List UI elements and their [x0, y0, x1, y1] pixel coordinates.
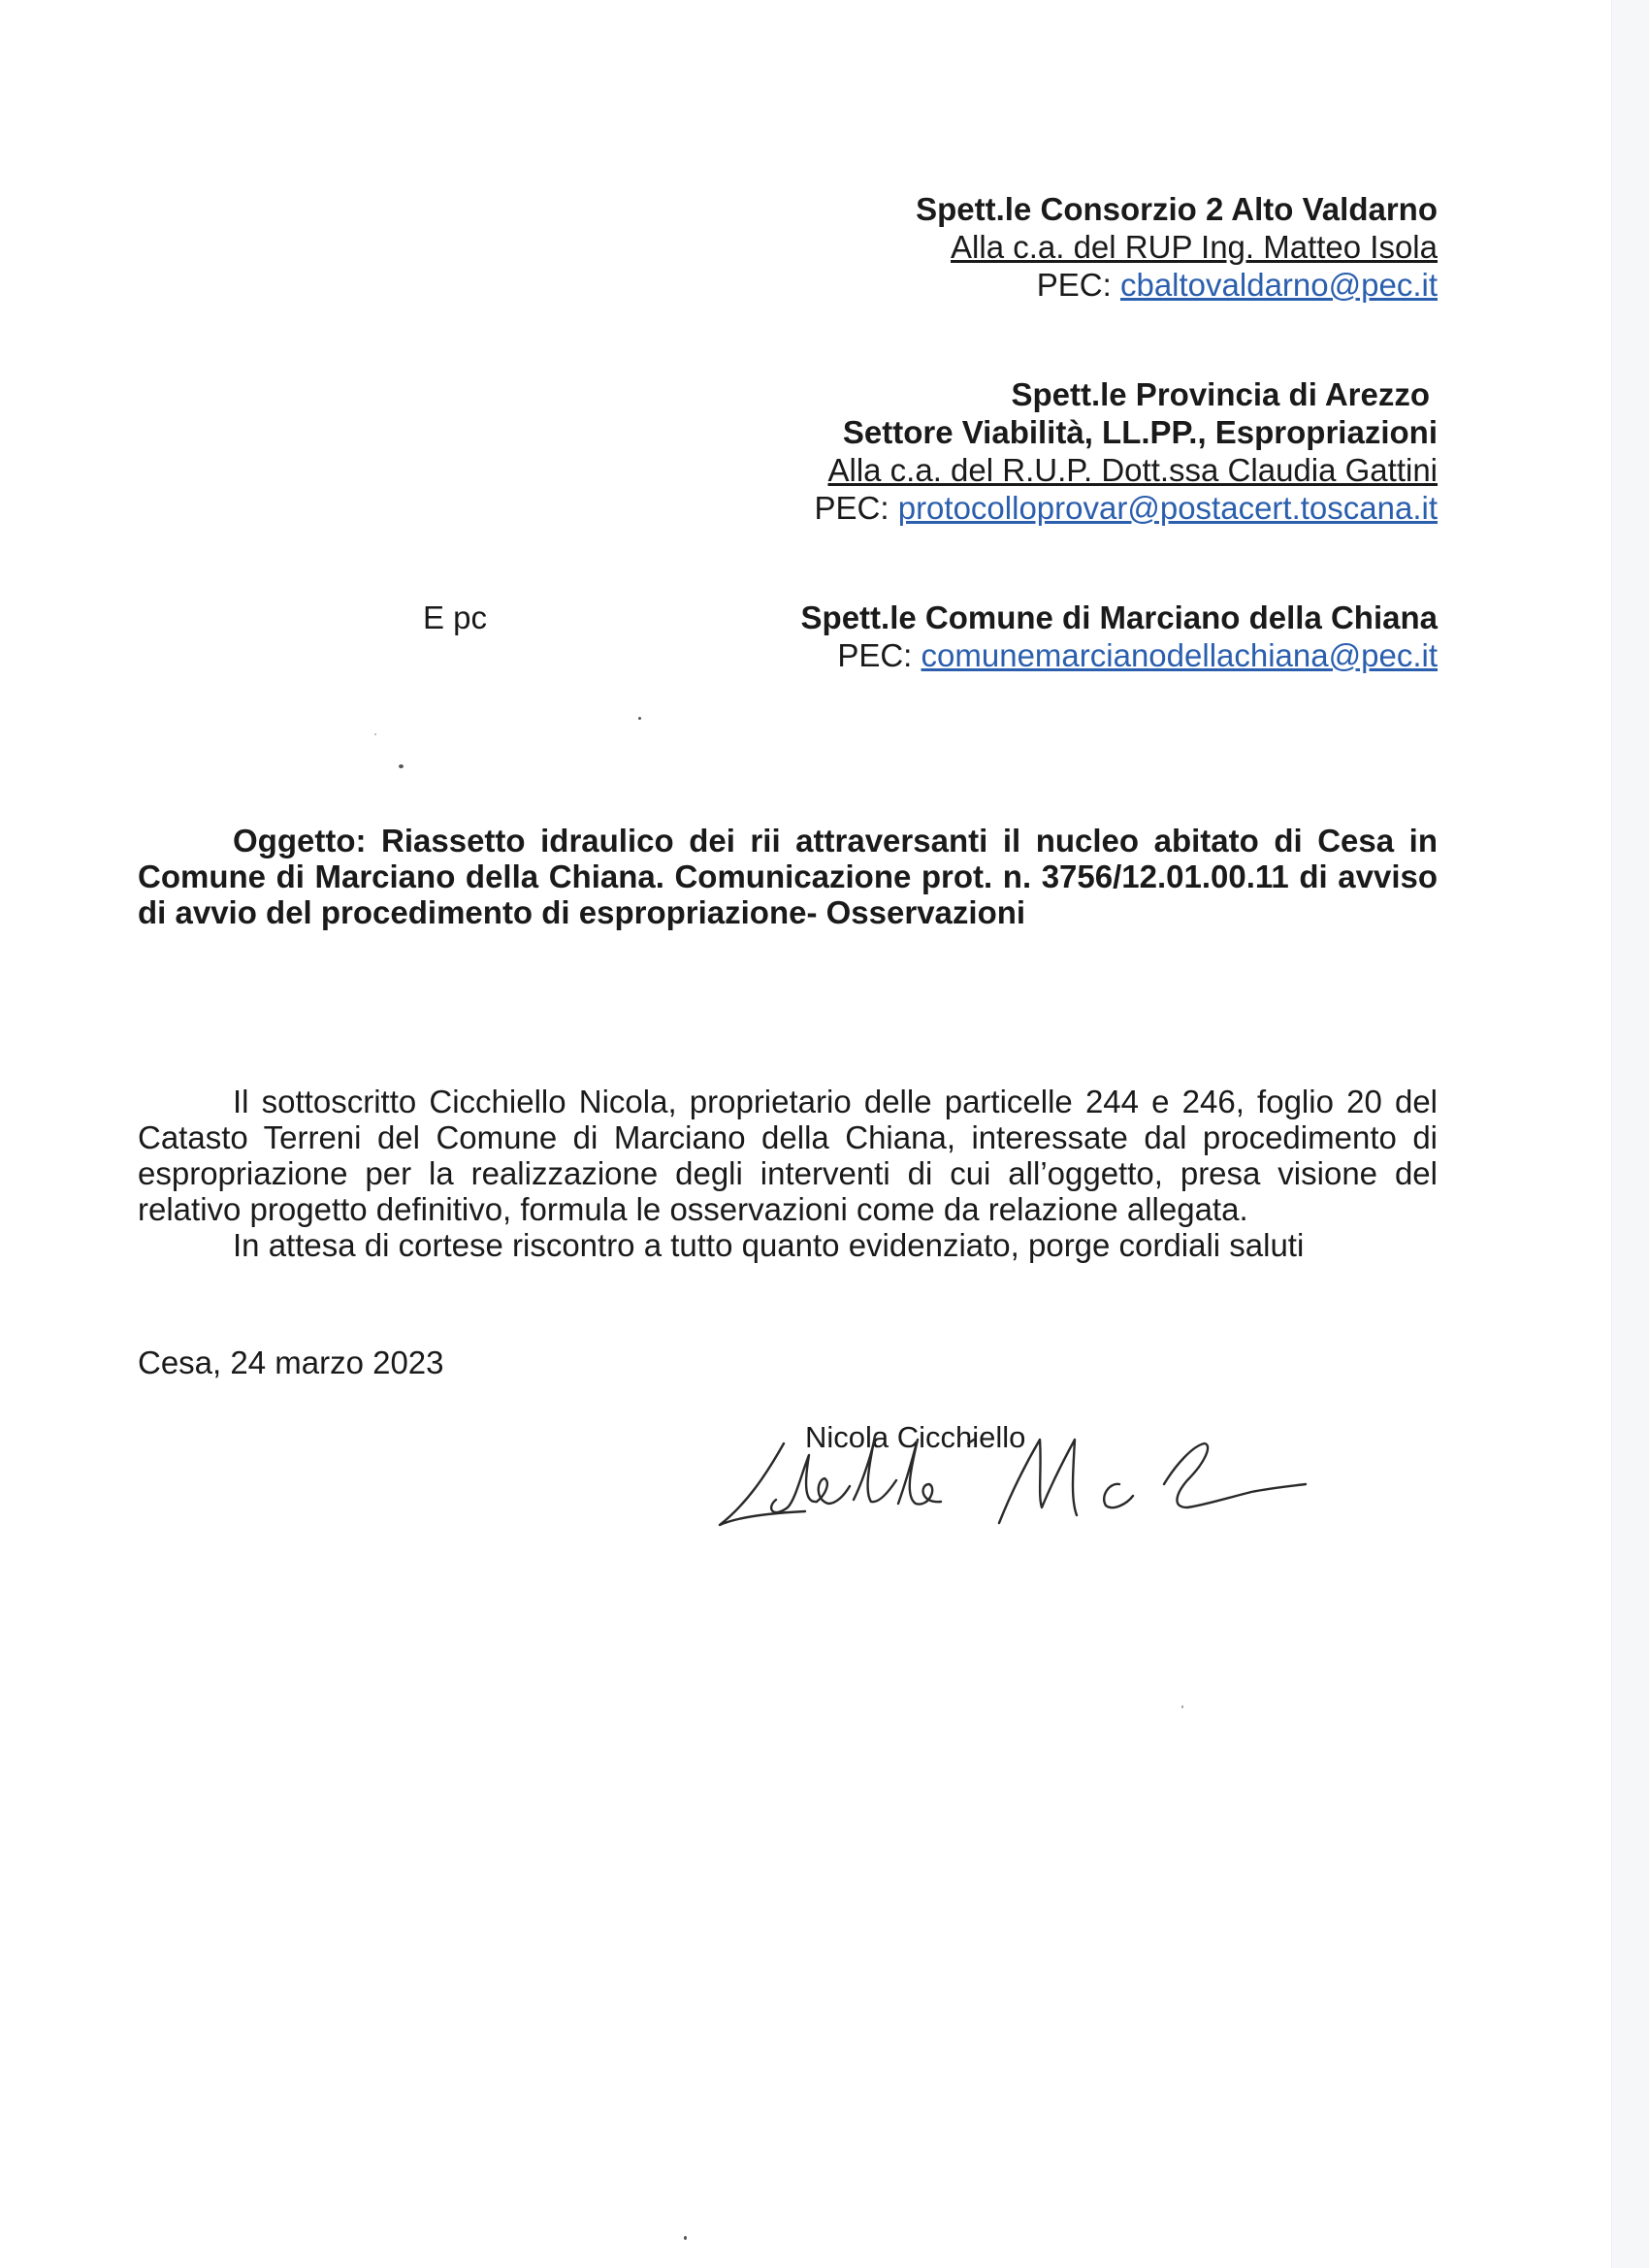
pec-email-link[interactable]: protocolloprovar@postacert.toscana.it	[897, 490, 1438, 526]
pec-email-link[interactable]: comunemarcianodellachiana@pec.it	[921, 637, 1438, 673]
recipient-block-provincia	[815, 375, 1438, 527]
handwritten-signature	[708, 1407, 1310, 1562]
recipient-department: Settore Viabilità, LL.PP., Espropriazioni	[842, 414, 1438, 450]
body-paragraph: Il sottoscritto Cicchiello Nicola, proprietario delle particelle 244 e 246, foglio 20 del Catasto Terreni del Comune di Marciano della Chiana, interessate dal procedimento di espropriazione per la realizzazione degli interventi di cui all’oggetto, presa visione del relativo progetto definitivo, formula le osservazioni come da relazione allegata.	[138, 1084, 1438, 1227]
pec-email-link[interactable]: cbaltovaldarno@pec.it	[1119, 267, 1438, 303]
signer-name: Nicola Cicchiello	[805, 1420, 1026, 1454]
recipient-block-comune	[801, 599, 1438, 674]
recipient-pec	[916, 266, 1438, 304]
recipient-attention: Alla c.a. del R.U.P. Dott.ssa Claudia Gattini	[827, 452, 1438, 488]
scan-speck	[374, 733, 376, 735]
recipient-name: Spett.le Provincia di Arezzo	[1011, 376, 1430, 412]
place-date: Cesa, 24 marzo 2023	[138, 1345, 444, 1380]
recipient-attention: Alla c.a. del RUP Ing. Matteo Isola	[951, 229, 1438, 265]
recipient-pec	[801, 636, 1438, 674]
recipient-block-consorzio	[916, 190, 1438, 304]
recipient-pec	[815, 489, 1438, 527]
letter-body	[138, 1084, 1438, 1263]
pec-label: PEC:	[1036, 267, 1112, 303]
pec-label: PEC:	[837, 637, 913, 673]
recipient-name: Spett.le Consorzio 2 Alto Valdarno	[916, 191, 1438, 227]
recipient-name: Spett.le Comune di Marciano della Chiana	[800, 599, 1438, 635]
letter-subject: Oggetto: Riassetto idraulico dei rii attraversanti il nucleo abitato di Cesa in Comune di Marciano della Chiana. Comunicazione prot. n. 3756/12.01.00.11 di avviso di avvio del procedimento di espropriazione- Osservazioni	[138, 823, 1438, 930]
scan-speck	[638, 717, 641, 720]
body-paragraph: In attesa di cortese riscontro a tutto quanto evidenziato, porge cordiali saluti	[233, 1227, 1305, 1263]
scan-speck	[684, 2236, 687, 2240]
scan-edge	[1611, 0, 1649, 2268]
scan-speck	[1181, 1705, 1183, 1708]
pec-label: PEC:	[814, 490, 889, 526]
scan-speck	[399, 764, 404, 768]
cc-label: E pc	[423, 599, 488, 635]
